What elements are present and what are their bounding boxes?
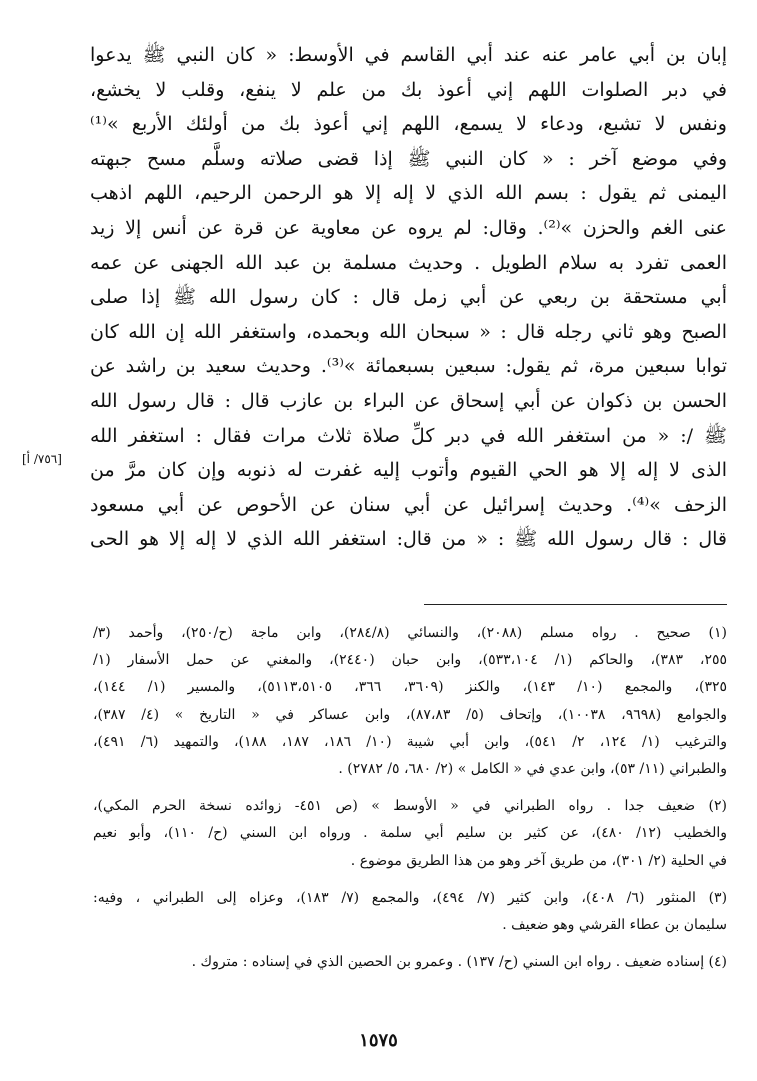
text-line: توابا سبعين مرة، ثم يقول: سبعين بسبعمائة »⁽³⁾. وحديث سعيد بن راشد عن <box>90 355 727 378</box>
footnote-line: سليمان بن عطاء القرشي وهو ضعيف . <box>502 916 727 933</box>
text-line: قال : قال رسول الله ﷺ : « من قال: استغفر الله الذي لا إله إلا هو الحى <box>90 528 727 551</box>
footnote-line: والجوامع (٩٦٩٨، ١٠٠٣٨)، وإتحاف (٥/ ٨٧،٨٣)، وابن عساكر في « التاريخ » (٤/ ٣٨٧)، <box>93 706 727 723</box>
footnote-line: (٣) المنثور (٦/ ٤٠٨)، وابن كثير (٧/ ٤٩٤)، والمجمع (٧/ ١٨٣)، وعزاه إلى الطبراني ، وفيه: <box>93 889 727 906</box>
text-line: إبان بن أبي عامر عنه عند أبي القاسم في الأوسط: « كان النبي ﷺ يدعوا <box>90 44 727 66</box>
text-line: الذى لا إله إلا هو الحي القيوم وأتوب إليه غفرت له ذنوبه وإن كان مرَّ من <box>90 459 727 482</box>
footnote-3 <box>93 885 727 939</box>
text-line: وفي موضع آخر : « كان النبي ﷺ إذا قضى صلاته وسلَّم مسح جبهته <box>90 147 727 170</box>
text-line: ﷺ /: « من استغفر الله في دبر كلِّ صلاة ثلاث مرات فقال : استغفر الله <box>90 424 727 447</box>
footnote-1 <box>93 620 727 783</box>
page-number: ١٥٧٥ <box>359 1030 398 1051</box>
main-text <box>90 38 727 557</box>
footnote-line: (٢) ضعيف جدا . رواه الطبراني في « الأوسط » (ص ٤٥١- زوائده نسخة الحرم المكي)، <box>93 798 727 815</box>
text-line: الصبح وهو ثاني رجله قال : « سبحان الله وبحمده، واستغفر الله إن الله كان <box>90 320 727 343</box>
text-line: اليمنى ثم يقول : بسم الله الذي لا إله إلا هو الرحمن الرحيم، اللهم اذهب <box>90 182 727 205</box>
text-line: الحسن بن ذكوان عن أبي إسحاق عن البراء بن عازب قال : قال رسول الله <box>90 389 727 412</box>
footnote-line: والترغيب (١/ ١٢٤، ٢/ ٥٤١)، وابن أبي شيبة (١٠/ ١٨٦، ١٨٧، ١٨٨)، والتمهيد (٦/ ٤٩١)، <box>93 733 727 750</box>
footnote-line: في الحلية (٢/ ٣٠١)، من طريق آخر وهو من هذا الطريق موضوع . <box>350 852 727 869</box>
footnote-2 <box>93 793 727 875</box>
footnote-line: (٤) إسناده ضعيف . رواه ابن السني (ح/ ١٣٧) . وعمرو بن الحصين الذي في إسناده : متروك . <box>191 954 727 971</box>
text-line: أبي مستحقة بن ربعي عن أبي زمل قال : كان رسول الله ﷺ إذا صلى <box>90 286 727 309</box>
footnote-line: ٢٥٥، ٣٨٣)، والحاكم (١/ ٥٣٣،١٠٤)، وابن حبان (٢٤٤٠)، والمغني عن حمل الأسفار (١/ <box>93 652 727 669</box>
footnotes <box>93 620 727 986</box>
text-line: ونفس لا تشبع، ودعاء لا يسمع، اللهم إني أعوذ بك من أولئك الأربع »⁽¹⁾ <box>90 113 727 136</box>
footnote-line: والخطيب (١٢/ ٤٨٠)، عن كثير بن سليم أبي سلمة . ورواه ابن السني (ح/ ١١٠)، وأبو نعيم <box>93 825 727 842</box>
text-line: العمى تفرد به سلام الطويل . وحديث مسلمة بن عبد الله الجهنى عن عمه <box>90 251 727 274</box>
footnote-separator <box>424 604 727 605</box>
text-line: الزحف »⁽⁴⁾. وحديث إسرائيل عن أبي سنان عن الأحوص عن أبي مسعود <box>90 493 727 516</box>
footnote-line: (١) صحيح . رواه مسلم (٢٠٨٨)، والنسائي (٢٨٤/٨)، وابن ماجة (ح/٢٥٠)، وأحمد (٣/ <box>93 625 727 641</box>
text-line: عنى الغم والحزن »⁽²⁾. وقال: لم يروه عن معاوية عن قرة عن أنس إلا زيد <box>90 216 727 239</box>
footnote-4 <box>93 949 727 976</box>
footnote-line: ٣٢٥)، والمجمع (١٠/ ١٤٣)، والكنز (٣٦٠٩، ٣٦٦، ٥١١٣،٥١٠٥)، والمسير (١/ ١٤٤)، <box>93 679 727 696</box>
manuscript-folio-marker: [٧٥٦/ أ] <box>22 452 62 466</box>
text-line: في دبر الصلوات اللهم إني أعوذ بك من علم لا ينفع، وقلب لا يخشع، <box>90 78 727 101</box>
footnote-line: والطبراني (١١/ ٥٣)، وابن عدي في « الكامل » (٢/ ٦٨٠، ٥/ ٢٧٨٢) . <box>338 760 727 777</box>
